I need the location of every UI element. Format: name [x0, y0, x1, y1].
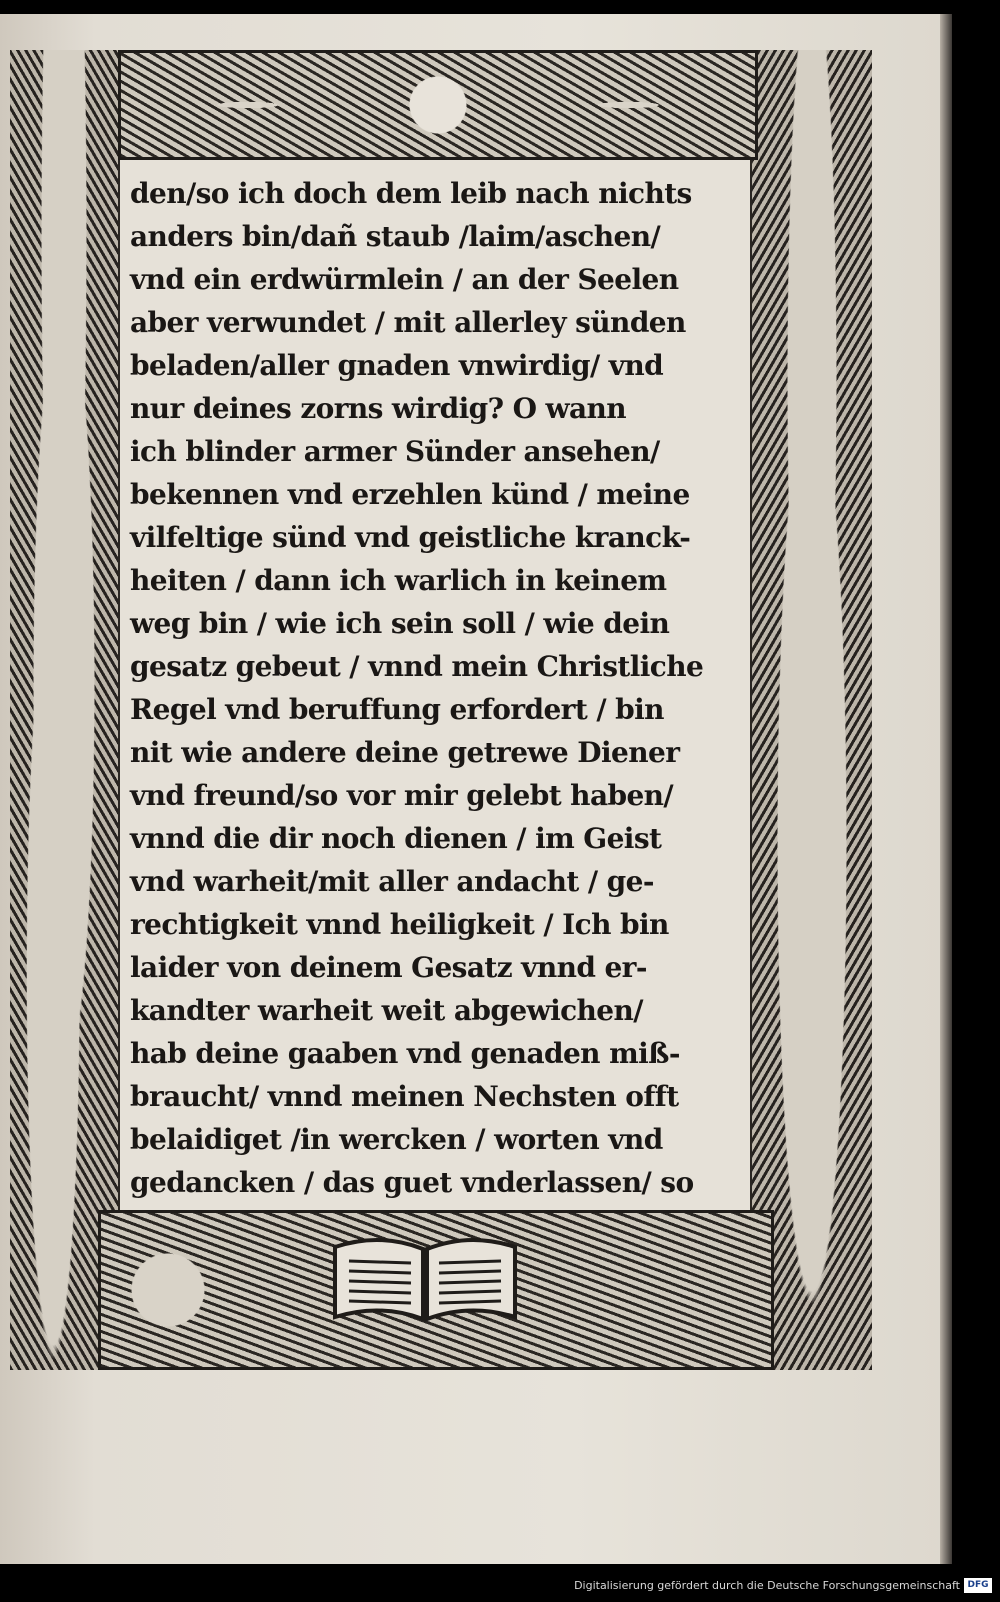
text-line: vnnd die dir noch dienen / im Geist: [130, 822, 662, 855]
text-block: [118, 160, 752, 1210]
text-line: kandter warheit weit abgewichen/: [130, 994, 643, 1027]
dfg-logo: DFG: [964, 1578, 992, 1593]
open-book-icon: [320, 1222, 530, 1332]
text-line: vilfeltige sünd vnd geistliche kranck-: [130, 521, 691, 554]
text-line: nit wie andere deine getrewe Diener: [130, 736, 680, 769]
text-line: belaidiget /in wercken / worten vnd: [130, 1123, 663, 1156]
footer-bar: [0, 1575, 1000, 1602]
text-line: ich blinder armer Sünder ansehen/: [130, 435, 660, 468]
text-line: laider von deinem Gesatz vnnd er-: [130, 951, 647, 984]
text-line: heiten / dann ich warlich in keinem: [130, 564, 667, 597]
funding-credit: Digitalisierung gefördert durch die Deutsche Forschungsgemeinschaft: [574, 1579, 960, 1592]
text-line: weg bin / wie ich sein soll / wie dein: [130, 607, 670, 640]
woodcut-border-left: [10, 50, 118, 1370]
text-line: vnd freund/so vor mir gelebt haben/: [130, 779, 674, 812]
text-line: den/so ich doch dem leib nach nichts: [130, 177, 692, 210]
text-line: anders bin/dañ staub /laim/aschen/: [130, 220, 661, 253]
woodcut-border-right: [752, 50, 872, 1370]
woodcut-border-top: [118, 50, 758, 160]
page-edge-shadow: [940, 14, 952, 1564]
text-line: rechtigkeit vnnd heiligkeit / Ich bin: [130, 908, 669, 941]
text-line: hab deine gaaben vnd genaden miß-: [130, 1037, 680, 1070]
text-line: braucht/ vnnd meinen Nechsten offt: [130, 1080, 679, 1113]
text-line: beladen/aller gnaden vnwirdig/ vnd: [130, 349, 664, 382]
text-line: gedancken / das guet vnderlassen/ so: [130, 1166, 694, 1199]
text-line: Regel vnd beruffung erfordert / bin: [130, 693, 664, 726]
text-line: gesatz gebeut / vnnd mein Christliche: [130, 650, 704, 683]
text-line: aber verwundet / mit allerley sünden: [130, 306, 686, 339]
text-line: vnd ein erdwürmlein / an der Seelen: [130, 263, 679, 296]
text-line: bekennen vnd erzehlen künd / meine: [130, 478, 690, 511]
text-line: vnd warheit/mit aller andacht / ge-: [130, 865, 654, 898]
text-line: nur deines zorns wirdig? O wann: [130, 392, 627, 425]
